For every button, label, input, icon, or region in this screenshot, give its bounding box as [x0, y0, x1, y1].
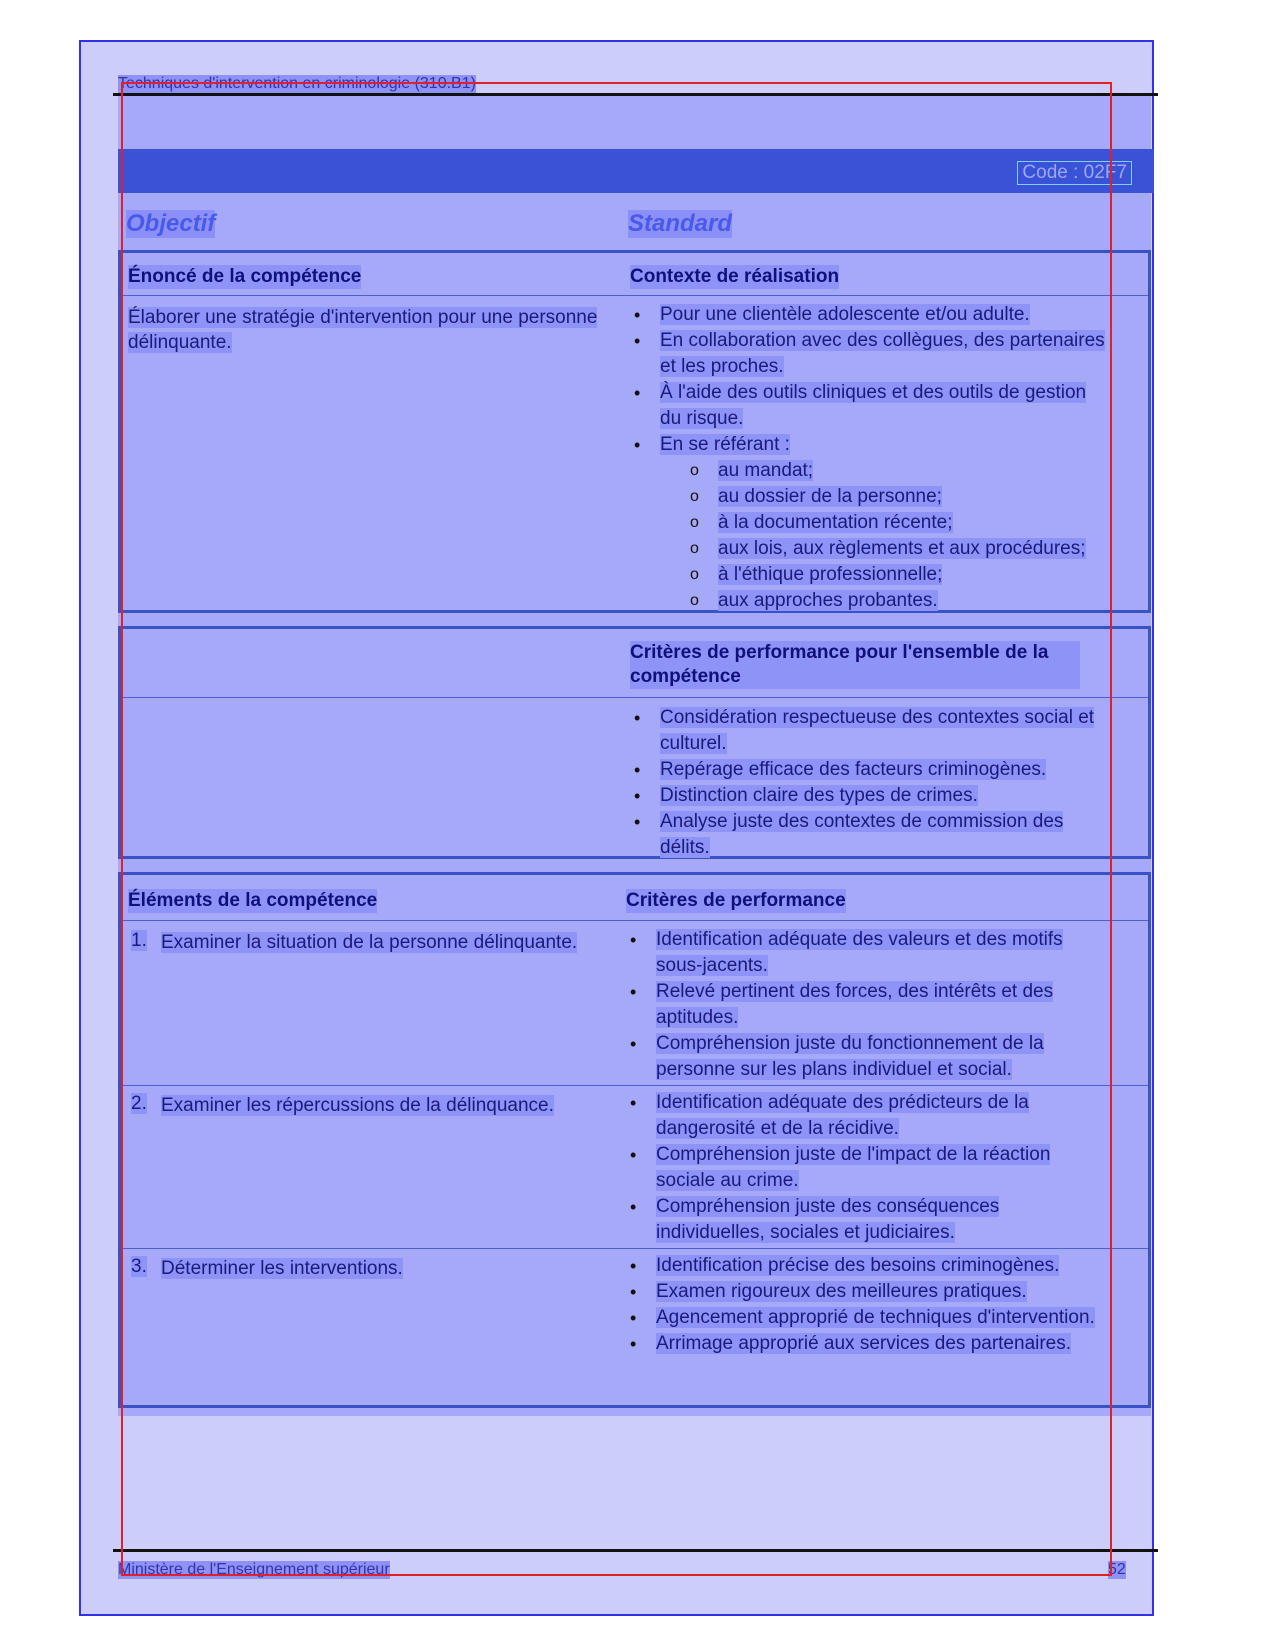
row-divider — [121, 1085, 1148, 1086]
global-criteria-section — [118, 626, 1151, 859]
element-label: Déterminer les interventions. — [161, 1258, 403, 1279]
list-item: • Compréhension juste de l'impact de la réaction sociale au crime. — [626, 1142, 1106, 1194]
global-criteria-heading: Critères de performance pour l'ensemble de la compétence — [630, 641, 1080, 689]
global-criteria-list — [630, 705, 1110, 861]
context-heading: Contexte de réalisation — [630, 266, 840, 287]
list-item: • Considération respectueuse des contextes social et culturel. — [630, 705, 1110, 757]
list-item: • Distinction claire des types de crimes. — [630, 783, 1110, 809]
sub-item: o à l'éthique professionnelle; — [660, 562, 1110, 588]
list-item: • Analyse juste des contextes de commission des délits. — [630, 809, 1110, 861]
row-divider — [121, 295, 1148, 296]
context-sublist — [660, 458, 1110, 614]
statement-heading: Énoncé de la compétence — [128, 266, 362, 287]
objective-title: Objectif — [126, 210, 216, 237]
statement-text: Élaborer une stratégie d'intervention pour une personne délinquante. — [128, 307, 598, 353]
code-label: Code : 02F7 — [1017, 161, 1132, 185]
element-criteria-list — [626, 1253, 1106, 1357]
element-criteria-list — [626, 927, 1106, 1083]
code-band — [118, 149, 1154, 193]
sub-item: o au mandat; — [660, 458, 1110, 484]
element-number: 3. — [131, 1256, 147, 1277]
element-number: 2. — [131, 1093, 147, 1114]
list-item: • Repérage efficace des facteurs criminogènes. — [630, 757, 1110, 783]
list-item: • Pour une clientèle adolescente et/ou adulte. — [630, 302, 1110, 328]
sub-item: o aux approches probantes. — [660, 588, 1110, 614]
element-label: Examiner les répercussions de la délinquance. — [161, 1095, 554, 1116]
elements-heading: Éléments de la compétence — [128, 890, 378, 911]
header-rule — [113, 93, 1158, 96]
list-item: • Agencement approprié de techniques d'intervention. — [626, 1305, 1106, 1331]
row-divider — [121, 920, 1148, 921]
elements-section — [118, 872, 1151, 1408]
element-label: Examiner la situation de la personne délinquante. — [161, 932, 578, 953]
list-item: • Compréhension juste du fonctionnement de la personne sur les plans individuel et social. — [626, 1031, 1106, 1083]
list-item: • Identification adéquate des prédicteurs de la dangerosité et de la récidive. — [626, 1090, 1106, 1142]
header-title: Techniques d'intervention en criminologie (310.B1) — [118, 75, 476, 92]
context-list — [630, 302, 1110, 614]
criteria-heading: Critères de performance — [626, 890, 846, 911]
footer-ministry: Ministère de l'Enseignement supérieur — [118, 1561, 390, 1578]
list-item: • Compréhension juste des conséquences individuelles, sociales et judiciaires. — [626, 1194, 1106, 1246]
list-item: • Identification précise des besoins criminogènes. — [626, 1253, 1106, 1279]
sub-item: o au dossier de la personne; — [660, 484, 1110, 510]
list-item: • En se référant : o au mandat; o au dossier de la personne; o à la documentation récente; o aux lois, aux règlements et aux procédures; o à l'éthique professionnelle; o aux approches probantes. — [630, 432, 1110, 614]
page-number: 52 — [1108, 1561, 1126, 1578]
footer-rule — [113, 1549, 1158, 1552]
list-item: • Identification adéquate des valeurs et des motifs sous-jacents. — [626, 927, 1106, 979]
element-number: 1. — [131, 930, 147, 951]
list-item: • Relevé pertinent des forces, des intérêts et des aptitudes. — [626, 979, 1106, 1031]
standard-title: Standard — [628, 210, 733, 237]
list-item: • Arrimage approprié aux services des partenaires. — [626, 1331, 1106, 1357]
sub-item: o aux lois, aux règlements et aux procédures; — [660, 536, 1110, 562]
list-item: • Examen rigoureux des meilleures pratiques. — [626, 1279, 1106, 1305]
statement-section — [118, 250, 1151, 613]
list-item: • À l'aide des outils cliniques et des outils de gestion du risque. — [630, 380, 1110, 432]
element-criteria-list — [626, 1090, 1106, 1246]
sub-item: o à la documentation récente; — [660, 510, 1110, 536]
list-item: • En collaboration avec des collègues, des partenaires et les proches. — [630, 328, 1110, 380]
row-divider — [121, 697, 1148, 698]
row-divider — [121, 1248, 1148, 1249]
